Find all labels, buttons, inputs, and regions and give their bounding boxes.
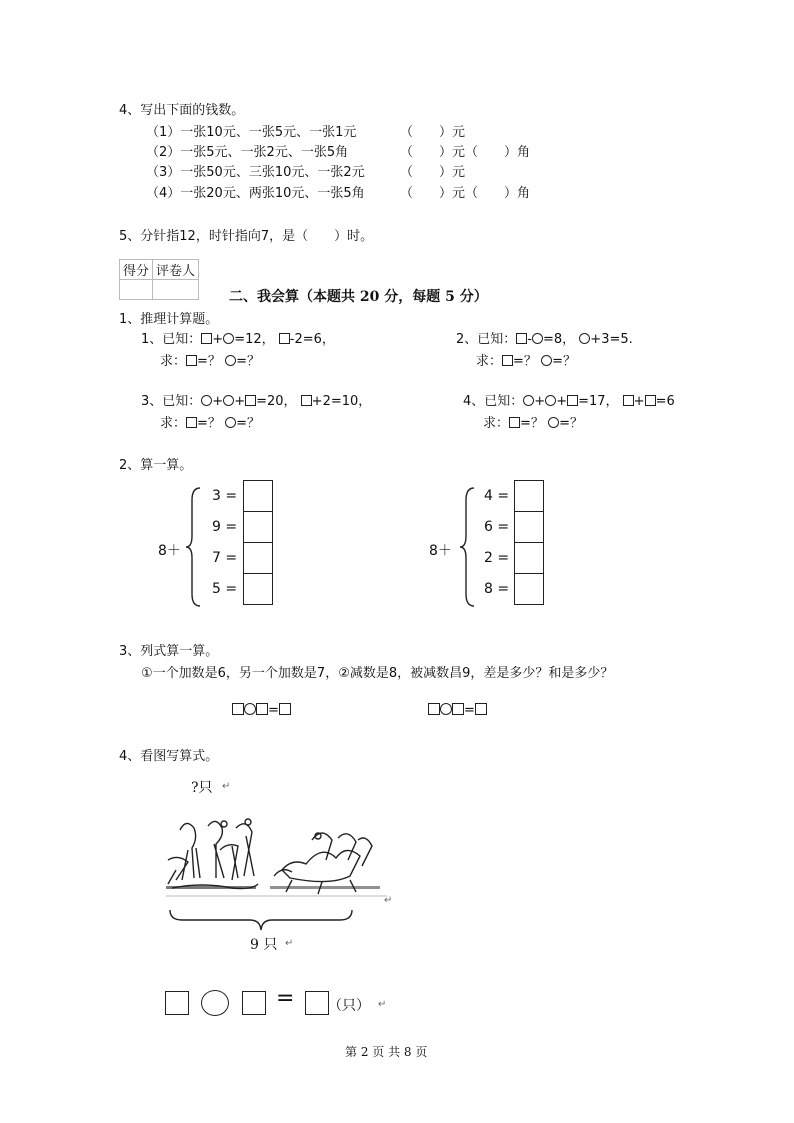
section-2-title: 二、我会算（本题共 20 分，每题 5 分） [229, 289, 488, 305]
s2q1-p3-ask [160, 412, 260, 431]
total-brace [168, 908, 354, 932]
p3-op2: + [234, 394, 246, 409]
return-mark: ↵ [384, 895, 393, 906]
square-symbol [186, 355, 197, 366]
q4-row-3: （3）一张50元、三张10元、一张2元 [146, 165, 365, 180]
left-item: 3 = [212, 488, 238, 504]
square-symbol[interactable] [452, 703, 464, 715]
p3-no: 3、已知： [141, 394, 202, 409]
left-item: 9 = [212, 519, 238, 535]
s2q3-title: 3、列式算一算。 [119, 644, 219, 659]
square-symbol[interactable] [475, 703, 487, 715]
q4-row-4-answer: （ ）元（ ）角 [400, 186, 531, 201]
p4-eq2b: + [633, 394, 645, 409]
square-symbol [186, 417, 197, 428]
s2q1-p2-line1 [456, 328, 633, 347]
circle-symbol [541, 355, 552, 366]
answer-box[interactable] [514, 511, 544, 543]
answer-box[interactable] [243, 542, 273, 574]
p4-eq2: =6 [655, 394, 675, 409]
s2q1-title: 1、推理计算题。 [119, 312, 219, 327]
q4-row-1: （1）一张10元、一张5元、一张1元 [146, 125, 357, 140]
q4-row-2: （2）一张5元、一张2元、一张5角 [146, 145, 349, 160]
circle-symbol [545, 395, 556, 406]
ask-label: 求： [160, 416, 187, 431]
q4-row-1-answer: （ ）元 [400, 125, 466, 140]
p3-op: + [212, 394, 224, 409]
p2-no: 2、已知： [456, 332, 517, 347]
circle-symbol[interactable] [244, 703, 256, 715]
s2q1-p4-line1 [463, 390, 675, 409]
ask-q2: =？ [236, 416, 260, 431]
p2-eq1b: =8， [542, 332, 576, 347]
ask-label: 求： [483, 416, 510, 431]
s2q4-title: 4、看图写算式。 [119, 749, 219, 764]
square-symbol [502, 355, 513, 366]
unknown-count-label: ?只 [191, 780, 213, 796]
p3-eq1b: =20， [256, 394, 297, 409]
p4-op2: + [556, 394, 568, 409]
q4-title: 4、写出下面的钱数。 [119, 103, 245, 118]
equals-sign: = [464, 703, 475, 718]
circle-symbol [548, 417, 559, 428]
right-item: 8 = [484, 581, 510, 597]
ask-q2: =？ [552, 354, 576, 369]
p3-eq2: +2=10， [311, 394, 372, 409]
p4-op: + [534, 394, 546, 409]
answer-box[interactable] [243, 573, 273, 605]
square-symbol [623, 395, 634, 406]
grader-cell [153, 280, 199, 300]
circle-symbol[interactable] [440, 703, 452, 715]
ask-label: 求： [160, 354, 187, 369]
ask-label: 求： [476, 354, 503, 369]
square-symbol [301, 395, 312, 406]
ask-q2: =？ [236, 354, 260, 369]
answer-box[interactable] [514, 573, 544, 605]
s2q3-text: ①一个加数是6，另一个加数是7，②减数是8，被减数昌9，差是多少？和是多少？ [141, 666, 614, 681]
s2q1-p1-ask [160, 350, 260, 369]
circle-symbol [523, 395, 534, 406]
s2q1-p4-ask [483, 412, 583, 431]
score-cell [120, 280, 153, 300]
answer-box-3[interactable] [305, 991, 329, 1015]
p2-eq2: +3=5. [590, 332, 633, 347]
s2q3-equation-2 [428, 703, 487, 718]
equals-sign: = [268, 703, 279, 718]
s2q1-p2-ask [476, 350, 576, 369]
square-symbol[interactable] [279, 703, 291, 715]
unit-label: （只） [328, 998, 370, 1014]
ask-q1: =？ [520, 416, 544, 431]
score-header: 得分 [120, 260, 153, 280]
p4-eq1b: =17， [578, 394, 619, 409]
equals-sign: = [276, 986, 295, 1011]
right-prefix: 8＋ [429, 543, 452, 559]
s2q1-p1-line1 [141, 328, 335, 347]
q4-row-3-answer: （ ）元 [400, 165, 466, 180]
square-symbol[interactable] [428, 703, 440, 715]
ask-q1: =？ [513, 354, 537, 369]
return-mark: ↵ [378, 999, 387, 1010]
square-symbol [509, 417, 520, 428]
answer-box[interactable] [514, 542, 544, 574]
ask-q1: =？ [197, 416, 221, 431]
q5-clock-question: 5、分针指12，时针指向7，是（ ）时。 [119, 229, 374, 244]
s2q3-equation-1 [232, 703, 291, 718]
circle-symbol [201, 395, 212, 406]
square-symbol [645, 395, 656, 406]
circle-symbol [532, 333, 543, 344]
square-symbol [516, 333, 527, 344]
circle-symbol [223, 333, 234, 344]
return-mark: ↵ [285, 938, 294, 949]
p1-eq2: -2=6， [289, 332, 335, 347]
circle-symbol [579, 333, 590, 344]
answer-box[interactable] [514, 480, 544, 512]
square-symbol [245, 395, 256, 406]
square-symbol[interactable] [232, 703, 244, 715]
answer-box[interactable] [243, 480, 273, 512]
answer-box[interactable] [243, 511, 273, 543]
p1-eq1b: =12， [234, 332, 275, 347]
q4-row-2-answer: （ ）元（ ）角 [400, 145, 531, 160]
square-symbol [201, 333, 212, 344]
animals-drawing [162, 800, 394, 910]
square-symbol [567, 395, 578, 406]
total-count-label: 9 只 [250, 937, 278, 953]
score-table [119, 259, 199, 300]
s2q1-p3-line1 [141, 390, 371, 409]
answer-box-2[interactable] [242, 991, 266, 1015]
p1-no: 1、已知： [141, 332, 202, 347]
q4-row-4: （4）一张20元、两张10元、一张5角 [146, 186, 365, 201]
ask-q2: =？ [559, 416, 583, 431]
left-prefix: 8＋ [158, 543, 181, 559]
p4-no: 4、已知： [463, 394, 524, 409]
left-brace [184, 486, 202, 608]
s2q2-title: 2、算一算。 [119, 458, 193, 473]
right-item: 2 = [484, 550, 510, 566]
grader-header: 评卷人 [153, 260, 199, 280]
right-brace [458, 486, 476, 608]
p1-op: + [212, 332, 224, 347]
circle-symbol [225, 417, 236, 428]
right-item: 6 = [484, 519, 510, 535]
circle-symbol [223, 395, 234, 406]
square-symbol [279, 333, 290, 344]
right-item: 4 = [484, 488, 510, 504]
return-mark: ↵ [222, 781, 231, 792]
page-footer: 第 2 页 共 8 页 [345, 1045, 428, 1059]
left-item: 5 = [212, 581, 238, 597]
circle-symbol [225, 355, 236, 366]
answer-box-1[interactable] [165, 991, 189, 1015]
operator-circle[interactable] [201, 990, 229, 1016]
left-item: 7 = [212, 550, 238, 566]
ask-q1: =？ [197, 354, 221, 369]
square-symbol[interactable] [256, 703, 268, 715]
p2-op: - [527, 332, 532, 347]
